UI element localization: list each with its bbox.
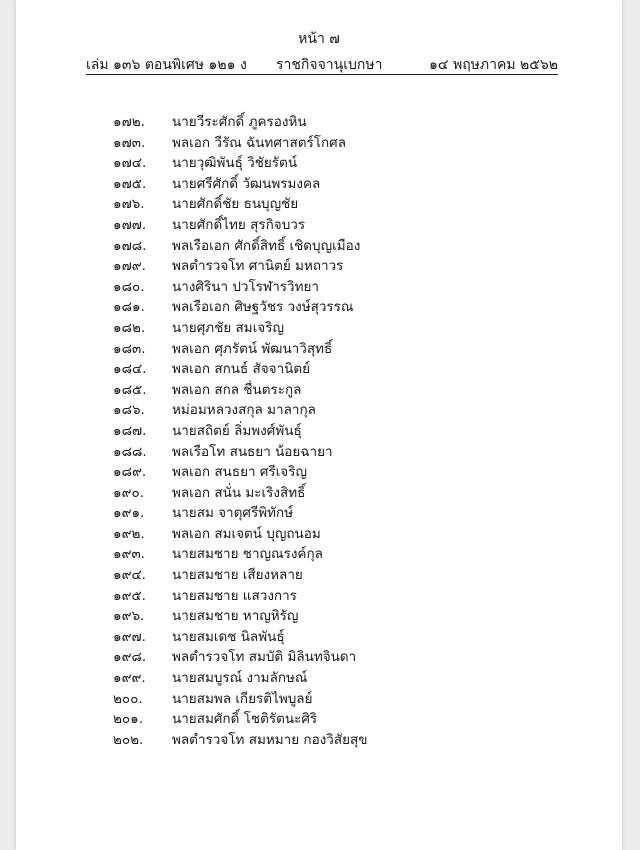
gazette-header (86, 52, 558, 75)
list-item (113, 440, 573, 461)
list-item (113, 275, 573, 296)
list-item (113, 254, 573, 275)
entry-number: ๑๘๘. (113, 443, 147, 460)
entry-name: พลตำรวจโท สมบัติ มิลินทจินดา (172, 649, 357, 666)
entry-number: ๑๙๖. (113, 608, 145, 625)
list-item (113, 419, 573, 440)
list-item (113, 316, 573, 337)
list-item (113, 234, 573, 255)
entry-name: นางศิรินา ปวโรฬารวิทยา (172, 278, 320, 295)
list-item (113, 542, 573, 563)
entry-number: ๑๗๕. (113, 175, 147, 192)
entry-name: พลเอก สมเจตน์ บุญถนอม (172, 525, 321, 542)
entry-number: ๑๗๗. (113, 216, 147, 233)
list-item (113, 728, 573, 749)
entry-number: ๑๘๓. (113, 340, 146, 357)
entry-number: ๑๙๓. (113, 546, 145, 563)
entry-name: นายศักดิ์ชัย ธนบุญชัย (172, 196, 299, 213)
entry-name: พลเอก ศุภรัตน์ พัฒนาวิสุทธิ์ (172, 340, 333, 357)
entry-name: นายสมชาย เสียงหลาย (172, 567, 303, 584)
list-item (113, 645, 573, 666)
entry-number: ๑๙๔. (113, 567, 146, 584)
entry-name: พลเอก สนธยา ศรีเจริญ (172, 464, 307, 481)
list-item (113, 687, 573, 708)
page-number: หน้า ๗ (298, 31, 340, 47)
list-item (113, 481, 573, 502)
entry-number: ๑๙๐. (113, 484, 144, 501)
list-item (113, 563, 573, 584)
list-item (113, 666, 573, 687)
entry-name: พลเรือเอก ศิษฐวัชร วงษ์สุวรรณ (172, 299, 354, 316)
list-item (113, 625, 573, 646)
entry-number: ๑๙๒. (113, 525, 145, 542)
list-item (113, 192, 573, 213)
list-item (113, 398, 573, 419)
entry-number: ๑๘๐. (113, 278, 145, 295)
entry-number: ๒๐๒. (113, 731, 144, 748)
list-item (113, 151, 573, 172)
list-item (113, 357, 573, 378)
entry-name: พลเอก สกล ชื่นตระกูล (172, 381, 302, 398)
list-item (113, 172, 573, 193)
entry-number: ๑๘๑. (113, 299, 145, 316)
entry-name: พลเอก สนั่น มะเริงสิทธิ์ (172, 484, 306, 501)
entry-name: นายศุภชัย สมเจริญ (172, 319, 284, 336)
entry-number: ๑๙๑. (113, 505, 145, 522)
list-item (113, 295, 573, 316)
list-item (113, 460, 573, 481)
entry-number: ๑๗๖. (113, 196, 145, 213)
entry-name: นายสมบูรณ์ งามลักษณ์ (172, 670, 308, 687)
entry-number: ๑๘๗. (113, 422, 147, 439)
entry-name: นายสม จาตุศรีพิทักษ์ (172, 505, 294, 522)
volume-issue: เล่ม ๑๓๖ ตอนพิเศษ ๑๒๑ ง (86, 57, 247, 73)
entry-name: นายศักดิ์ไทย สุรกิจบวร (172, 216, 306, 233)
entry-number: ๑๙๗. (113, 628, 146, 645)
entry-name: นายวุฒิพันธุ์ วิชัยรัตน์ (172, 155, 298, 172)
list-item (113, 213, 573, 234)
entry-name: พลเอก วีรัณ ฉันทศาสตร์โกศล (172, 134, 347, 151)
entry-number: ๑๗๔. (113, 155, 147, 172)
entry-name: นายสมศักดิ์ โชติรัตนะศิริ (172, 711, 318, 728)
entry-name: นายสมพล เกียรติไพบูลย์ (172, 690, 313, 707)
list-item (113, 131, 573, 152)
entry-name: พลตำรวจโท ศานิตย์ มหถาวร (172, 258, 344, 275)
entry-name: นายสมชาย ชาญณรงค์กุล (172, 546, 323, 563)
entry-number: ๑๗๒. (113, 114, 145, 130)
entry-number: ๒๐๑. (113, 711, 143, 728)
entry-name: พลเอก สกนธ์ สัจจานิตย์ (172, 361, 311, 378)
entry-name: นายวีระศักดิ์ ภูครองหิน (172, 114, 307, 130)
entry-number: ๑๙๘. (113, 649, 147, 666)
entry-number: ๑๙๙. (113, 670, 146, 687)
entry-name: พลเรือโท สนธยา น้อยฉายา (172, 443, 333, 460)
entry-number: ๑๗๘. (113, 237, 147, 254)
entry-name: นายสมชาย หาญหิรัญ (172, 608, 299, 625)
name-list (113, 110, 573, 748)
document-page (16, 0, 622, 850)
list-item (113, 501, 573, 522)
entry-name: นายสมชาย แสวงการ (172, 587, 297, 604)
entry-name: นายศรีศักดิ์ วัฒนพรมงคล (172, 175, 321, 192)
list-item (113, 604, 573, 625)
entry-name: หม่อมหลวงสกุล มาลากุล (172, 402, 316, 419)
list-item (113, 337, 573, 358)
entry-number: ๒๐๐. (113, 690, 143, 707)
entry-name: นายสมเดช นิลพันธุ์ (172, 628, 285, 645)
entry-number: ๑๘๒. (113, 319, 146, 336)
entry-number: ๑๗๙. (113, 258, 146, 275)
gazette-title: ราชกิจจานุเบกษา (276, 57, 383, 73)
entry-name: พลตำรวจโท สมหมาย กองวิสัยสุข (172, 731, 368, 748)
entry-name: พลเรือเอก ศักดิ์สิทธิ์ เชิดบุญเมือง (172, 237, 361, 254)
entry-name: นายสถิตย์ ลิ่มพงศ์พันธุ์ (172, 422, 302, 439)
entry-number: ๑๘๖. (113, 402, 145, 419)
list-item (113, 707, 573, 728)
entry-number: ๑๘๙. (113, 464, 147, 481)
list-item (113, 110, 573, 131)
list-item (113, 378, 573, 399)
list-item (113, 522, 573, 543)
entry-number: ๑๙๕. (113, 587, 146, 604)
list-item (113, 584, 573, 605)
entry-number: ๑๗๓. (113, 134, 146, 151)
publication-date: ๑๔ พฤษภาคม ๒๕๖๒ (429, 57, 558, 73)
entry-number: ๑๘๕. (113, 381, 147, 398)
entry-number: ๑๘๔. (113, 361, 147, 378)
